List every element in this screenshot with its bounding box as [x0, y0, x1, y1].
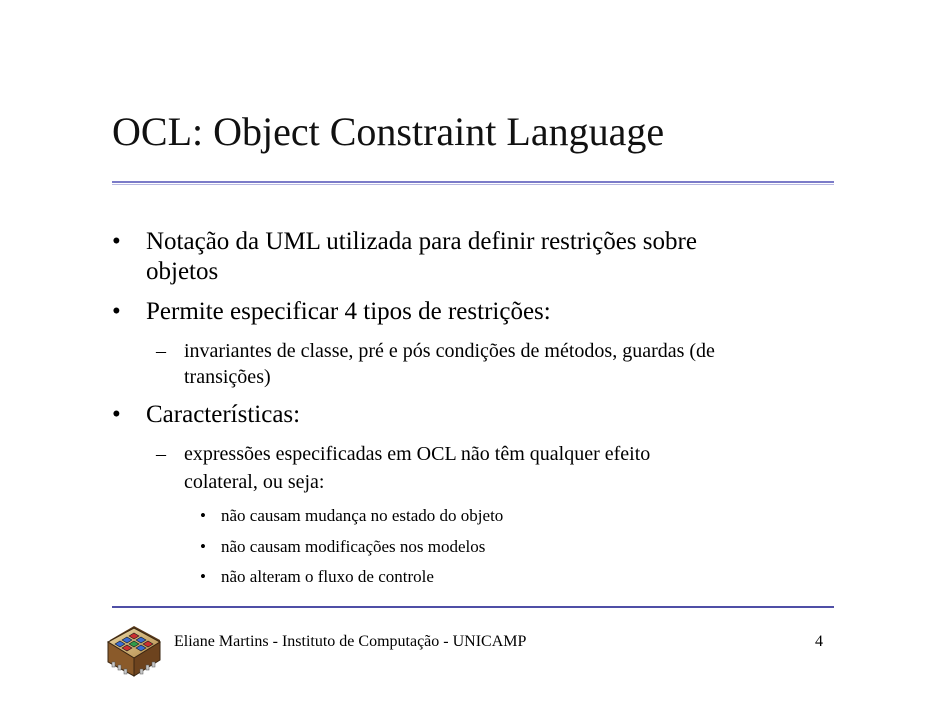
bullet-3-sub-sub-2: não causam modificações nos modelos	[221, 537, 486, 556]
bullet-2-line-1: Permite especificar 4 tipos de restrições:	[146, 298, 551, 325]
sub-dash-marker: –	[156, 340, 166, 362]
bullet-marker: •	[112, 298, 121, 325]
bullet-1-line-2: objetos	[146, 258, 219, 285]
slide-title: OCL: Object Constraint Language	[112, 109, 665, 154]
bullet-3-sub-sub-1: não causam mudança no estado do objeto	[221, 506, 504, 525]
bullet-3-sub-1-line-1: expressões especificadas em OCL não têm qualquer efeito	[184, 443, 651, 465]
page-number: 4	[815, 633, 823, 650]
bullet-1-line-1: Notação da UML utilizada para definir restrições sobre	[146, 228, 697, 255]
bullet-2-sub-1-line-2: transições)	[184, 366, 271, 388]
bullet-3-sub-sub-3: não alteram o fluxo de controle	[221, 567, 434, 586]
bullet-marker: •	[112, 401, 121, 428]
sub-dash-marker: –	[156, 443, 166, 465]
circuit-board-logo-icon	[100, 618, 168, 682]
bullet-marker: •	[112, 228, 121, 255]
footer-divider	[112, 606, 834, 608]
sub-sub-bullet-marker: •	[200, 567, 206, 586]
sub-sub-bullet-marker: •	[200, 506, 206, 525]
bullet-2-sub-1-line-1: invariantes de classe, pré e pós condições de métodos, guardas (de	[184, 340, 715, 362]
footer-text: Eliane Martins - Instituto de Computação - UNICAMP	[174, 633, 527, 650]
bullet-3-line-1: Características:	[146, 401, 301, 428]
title-underline	[112, 181, 834, 186]
bullet-3-sub-1-line-2: colateral, ou seja:	[184, 471, 325, 493]
sub-sub-bullet-marker: •	[200, 537, 206, 556]
